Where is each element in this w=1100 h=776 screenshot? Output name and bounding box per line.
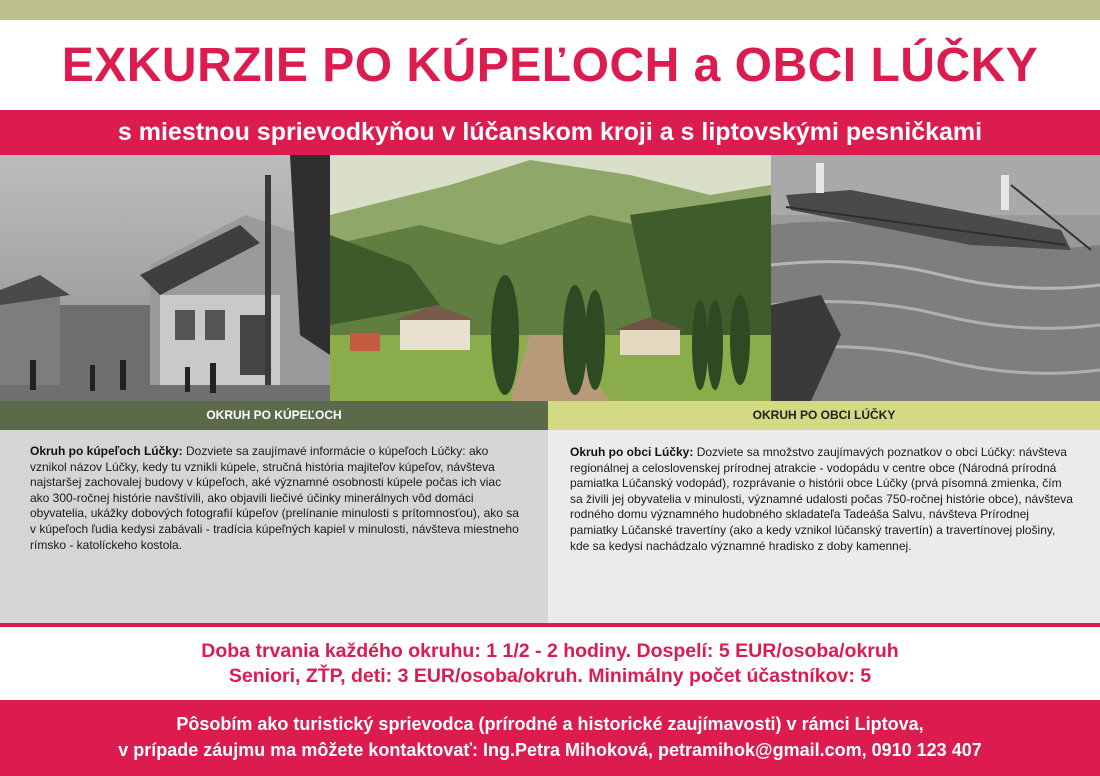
section-heading-spa: OKRUH PO KÚPEĽOCH	[0, 401, 548, 430]
section-body-spa: Dozviete sa zaujímavé informácie o kúpeľoch Lúčky: ako vznikol názov Lúčky, kedy tu vznikli kúpele, stručná história majiteľov kúpeľov, návšteva najstaršej zachovalej budovy v kúpeľoch, aké významné osobnosti kúpele počas ich viac ako 300-ročnej histórie navštívili, ako objavili liečivé účinky minerálnych vôd domáci obyvatelia, ukážky dobových fotografií kúpeľov (prelínanie minulosti s prítomnosťou), ako sa v kúpeľoch ľudia kedysi zabávali - tradícia kúpeľných kapiel v minulosti, návšteva miestneho rímsko - katolíckeho kostola.	[30, 444, 519, 552]
section-lead-spa: Okruh po kúpeľoch Lúčky:	[30, 444, 183, 458]
photo-spa-street	[0, 155, 330, 401]
photo-river-rafters	[771, 155, 1100, 401]
section-text-spa	[30, 444, 520, 553]
page-title: EXKURZIE PO KÚPEĽOCH a OBCI LÚČKY	[61, 39, 1039, 92]
footer-line-1: Pôsobím ako turistický sprievodca (prírodné a historické zaujímavosti) v rámci Liptova,	[176, 714, 924, 734]
section-body-village: Dozviete sa množstvo zaujímavých poznatkov o obci Lúčky: návšteva regionálnej a celoslovenskej prírodnej atrakcie - vodopádu v centre obce (Národná prírodná pamiatka Lúčanský vodopád), rozprávanie o histórii obce Lúčky (prvá písomná zmienka, čím sa živili jej obyvatelia v minulosti, významné udalosti počas 750-ročnej histórie obce), návšteva rodného domu významného hudobného skladateľa Tadeáša Salvu, návšteva Prírodnej pamiatky Lúčanské travertíny (ako a kedy vznikol lúčanský travertín) a travertínovej plošiny, kde sa kedysi nachádzalo významné hradisko z doby kamennej.	[570, 445, 1073, 553]
divider-line	[0, 623, 1100, 627]
section-heading-village: OKRUH PO OBCI LÚČKY	[548, 401, 1100, 430]
footer-banner	[0, 700, 1100, 776]
section-text-village	[570, 445, 1075, 554]
price-info-line-2: Seniori, ZŤP, deti: 3 EUR/osoba/okruh. Minimálny počet účastníkov: 5	[228, 665, 872, 687]
price-info-line-1: Doba trvania každého okruhu: 1 1/2 - 2 hodiny. Dospelí: 5 EUR/osoba/okruh	[201, 640, 899, 662]
photo-village-valley	[330, 155, 771, 401]
section-lead-village: Okruh po obci Lúčky:	[570, 445, 694, 459]
subtitle: s miestnou sprievodkyňou v lúčanskom kroji a s liptovskými pesničkami	[117, 118, 983, 146]
footer-contact-line: v prípade záujmu ma môžete kontaktovať: Ing.Petra Mihoková, petramihok@gmail.com, 0910 123 407	[118, 740, 982, 760]
top-accent-bar	[0, 0, 1100, 20]
